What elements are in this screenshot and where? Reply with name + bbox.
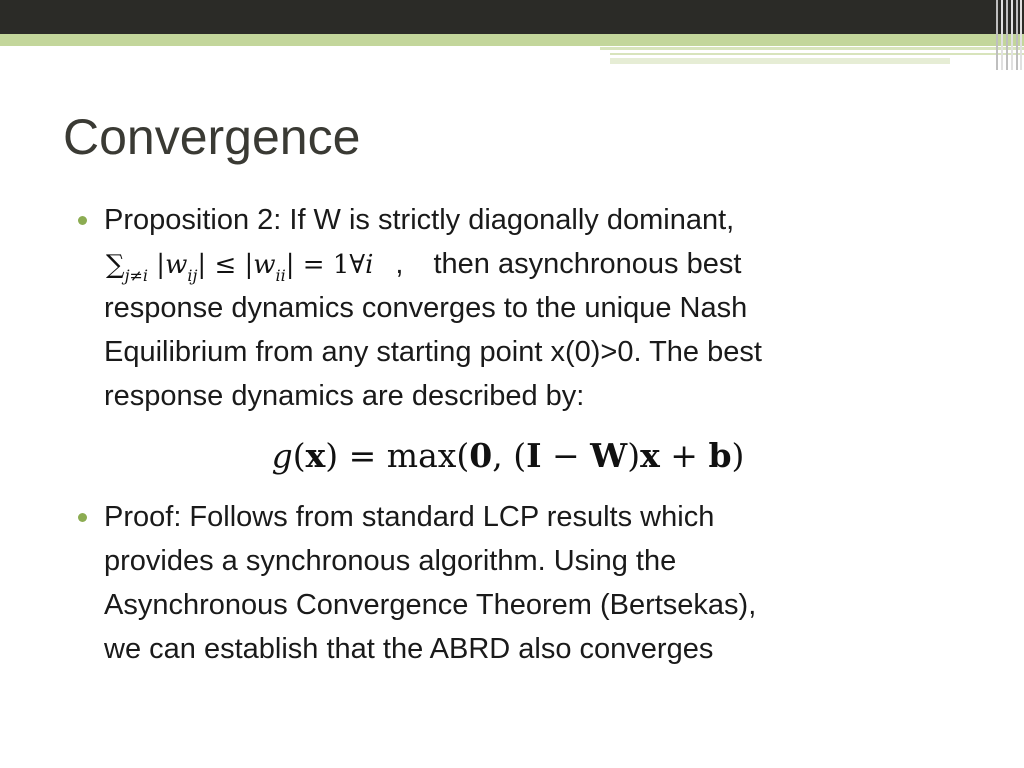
bullet-marker (78, 216, 87, 225)
accent-line (610, 58, 950, 64)
proposition-line: Equilibrium from any starting point x(0)>0. The best (104, 336, 762, 368)
top-decorative-bar (0, 0, 1024, 34)
proof-line: Asynchronous Convergence Theorem (Bertsekas), (104, 589, 757, 621)
proof-line: Proof: Follows from standard LCP results which (104, 501, 715, 533)
slide-content (78, 198, 978, 671)
proposition-line: response dynamics converges to the unique Nash (104, 292, 748, 324)
bullet-proof (78, 495, 978, 671)
bullet-proposition (78, 198, 978, 418)
proposition-line-1: Proposition 2: If W is strictly diagonally dominant, (104, 204, 735, 236)
accent-stripe (0, 34, 1024, 46)
inline-formula: $\sum_{j\ne i}$ $|w_{ij}| \le |w_{ii}|$ = 1∀i (106, 250, 374, 285)
slide-title: Convergence (63, 109, 361, 165)
corner-decoration (994, 0, 1024, 70)
accent-line (600, 47, 1024, 50)
bullet-marker (78, 513, 87, 522)
proof-line: we can establish that the ABRD also converges (104, 633, 714, 665)
display-formula: g(x) = max(0, (I − W)x + b) (271, 436, 745, 475)
proposition-line: response dynamics are described by: (104, 380, 585, 412)
proposition-formula-line (104, 242, 978, 286)
proposition-then-text: then asynchronous best (433, 248, 742, 280)
formula-comma: , (395, 248, 404, 280)
accent-line (610, 53, 1024, 55)
proof-line: provides a synchronous algorithm. Using the (104, 545, 677, 577)
